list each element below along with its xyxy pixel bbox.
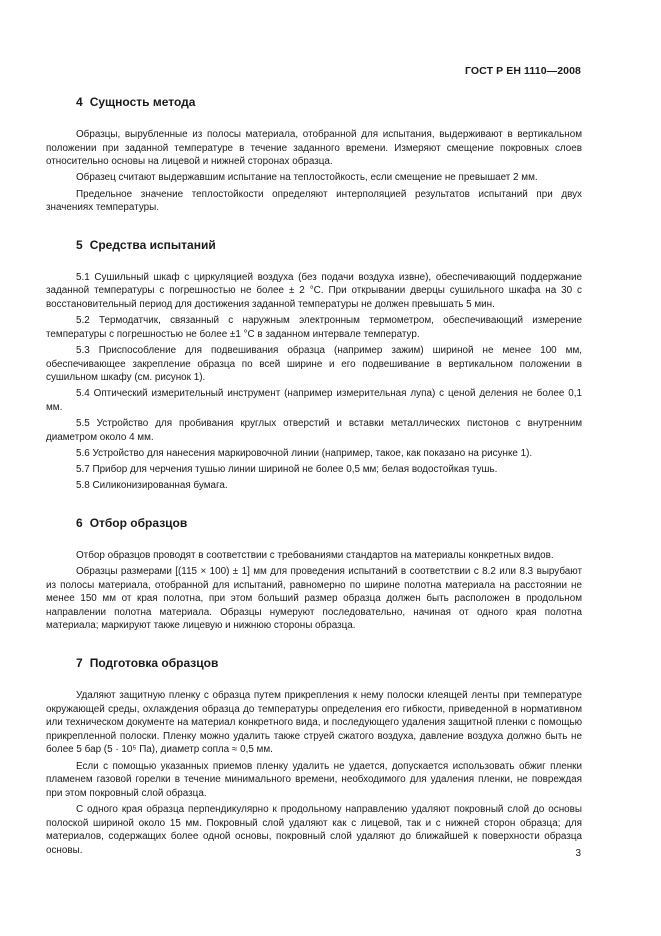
paragraph: 5.6 Устройство для нанесения маркировочной линии (например, такое, как показано на рисунке 1). — [76, 447, 533, 459]
section-title: Сущность метода — [89, 95, 196, 109]
section-title: Подготовка образцов — [89, 655, 219, 670]
section-number: 6 — [76, 515, 83, 530]
section-title: Средства испытаний — [89, 237, 216, 252]
section-title: Отбор образцов — [89, 515, 188, 530]
paragraph: Образец считают выдержавшим испытание на теплостойкость, если смещение не превышает 2 мм. — [76, 172, 538, 184]
paragraph: 5.2 Термодатчик, связанный с наружным электронным термометром, обеспечивающий измерение температуры с погрешностью не более ±1 °С в заданном интервале температур. — [46, 315, 582, 340]
section-essence-of-method — [46, 94, 582, 215]
paragraph: Если с помощью указанных приемов пленку удалить не удается, допускается использовать обжиг пленки пламенем газовой горелки в течение минимального времени, необходимого для удаления пленки, не повреждая при этом покровный слой образца. — [46, 760, 582, 799]
paragraph: 5.1 Сушильный шкаф с циркуляцией воздуха (без подачи воздуха извне), обеспечивающий поддержание заданной температуры с погрешностью не более ± 2 °С. При открывании дверцы сушильного шкафа на 30 с восстановительный период для достижения заданной температуры не должен превышать 5 мин. — [46, 271, 582, 310]
section-sample-preparation — [46, 655, 582, 857]
section-number: 5 — [76, 237, 83, 252]
paragraph: Удаляют защитную пленку с образца путем прикрепления к нему полоски клеящей ленты при температуре окружающей среды, охлаждения образца до температуры определения его гибкости, приведенной в нормативном или техническом документе на материал конкретного вида, и последующего удаления защитной пленки с помощью прикрепленной полоски. Пленку можно удалить также струей сжатого воздуха, давление воздуха должно быть не более 5 бар (5 · 10⁵ Па), диаметр сопла ≈ 0,5 мм. — [46, 689, 582, 756]
paragraph: 5.4 Оптический измерительный инструмент (например измерительная лупа) с ценой деления не более 0,1 мм. — [46, 388, 582, 413]
paragraph: Образцы, вырубленные из полосы материала, отобранной для испытания, выдерживают в вертикальном положении при заданной температуре в течение заданного времени. Измеряют смещение покровных слоев относительно основы на лицевой и нижней сторонах образца. — [46, 129, 582, 168]
document-body — [46, 94, 582, 860]
page-number: 3 — [575, 848, 581, 859]
section-test-equipment — [46, 237, 582, 493]
standard-designation: ГОСТ Р ЕН 1110—2008 — [464, 65, 581, 77]
paragraph: 5.5 Устройство для пробивания круглых отверстий и вставки металлических пистонов с внутренним диаметром около 4 мм. — [46, 418, 582, 443]
section-number: 7 — [76, 655, 83, 670]
paragraph: Предельное значение теплостойкости определяют интерполяцией результатов испытаний при двух значениях температуры. — [46, 188, 582, 214]
paragraph: Отбор образцов проводят в соответствии с требованиями стандартов на материалы конкретных видов. — [76, 549, 554, 561]
paragraph: 5.3 Приспособление для подвешивания образца (например зажим) шириной не менее 100 мм, обеспечивающее закрепление образца по всей ширине и его подвешивание в вертикальном положении в сушильном шкафу (см. рисунок 1). — [46, 344, 582, 384]
paragraph: 5.8 Силиконизированная бумага. — [76, 480, 228, 492]
section-heading — [46, 515, 582, 531]
section-sampling — [46, 515, 582, 633]
paragraph: Образцы размерами [(115 × 100) ± 1] мм для проведения испытаний в соответствии с 8.2 или 8.3 вырубают из полосы материала, отобранной для испытаний, равномерно по ширине полотна материала на расстоянии не менее 150 мм от края полотна, при этом больший размер образца должен быть расположен в продольном направлении полотна материала. Образцы нумеруют последовательно, начиная от одного края полотна материала; маркируют также лицевую и нижнюю стороны образца. — [46, 566, 582, 632]
section-heading — [46, 237, 582, 253]
section-heading — [46, 94, 582, 110]
section-heading — [46, 655, 582, 671]
paragraph: С одного края образца перпендикулярно к продольному направлению удаляют покровный слой до основы полоской шириной около 15 мм. Покровный слой удаляют как с лицевой, так и с нижней сторон образца; для материалов, содержащих более одной основы, покровный слой удаляют до ближайшей к поверхности образца основы. — [46, 803, 582, 856]
paragraph: 5.7 Прибор для черчения тушью линии шириной не более 0,5 мм; белая водостойкая тушь. — [76, 464, 498, 476]
section-number: 4 — [76, 95, 83, 109]
